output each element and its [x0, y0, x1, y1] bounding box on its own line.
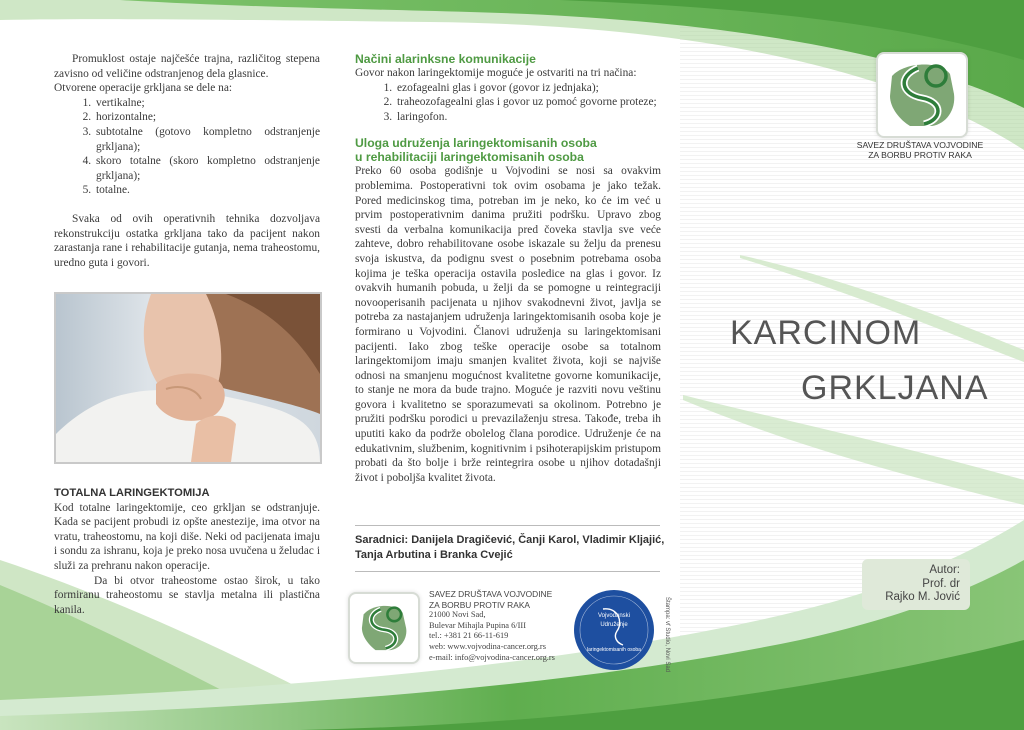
badge-top-text: Vojvođanski: [597, 613, 631, 619]
badge-bottom-text: laringektomisanih osoba: [587, 647, 641, 653]
list-item: 4. skoro totalne (skoro kompletno odstranjenje grkljana);: [94, 154, 320, 183]
author-label: Autor:: [929, 564, 960, 576]
logo-caption-line1: SAVEZ DRUŠTAVA VOJVODINE: [856, 140, 984, 150]
society-logo: [876, 52, 968, 138]
contact-tel: tel.: +381 21 66-11-619: [429, 631, 509, 641]
types-intro: Otvorene operacije grkljana se dele na:: [54, 82, 233, 95]
list-item: 3. laringofon.: [395, 110, 661, 125]
communication-heading: Načini alarinksne komunikacije: [355, 52, 536, 66]
association-heading-line1: Uloga udruženja laringektomisanih osoba: [355, 136, 597, 151]
list-item: 2. traheozofagealni glas i govor uz pomoć govorne proteze;: [395, 95, 661, 110]
divider: [355, 525, 660, 526]
society-logo-small: [348, 592, 420, 664]
author-box: [862, 559, 970, 610]
association-heading-line2: u rehabilitaciji laringektomisanih osoba: [355, 150, 584, 165]
list-item: 3. subtotalne (gotovo kompletno odstranjenje grkljana);: [94, 125, 320, 154]
author-name: Rajko M. Jović: [885, 591, 960, 603]
contact-org-line1: SAVEZ DRUŠTAVA VOJVODINE: [429, 589, 553, 599]
middle-column: [355, 52, 661, 485]
badge-mid-text: Udruženje: [600, 622, 628, 628]
communication-ways-list: [355, 81, 661, 125]
communication-intro: Govor nakon laringektomije moguće je ostvariti na tri načina:: [355, 67, 637, 79]
contact-email[interactable]: e-mail: info@vojvodina-cancer.org.rs: [429, 652, 555, 662]
list-item: 5. totalne.: [94, 183, 320, 198]
intro-paragraph: Promuklost ostaje najčešće trajna, različitog stepena zavisno od veličine odstranjenog dela glasnice.: [54, 53, 320, 80]
association-badge: [573, 589, 655, 671]
title-line2: GRKLJANA: [801, 369, 989, 407]
society-emblem-icon: [350, 594, 418, 662]
contact-web[interactable]: web: www.vojvodina-cancer.org.rs: [429, 641, 546, 651]
association-body: Preko 60 osoba godišnje u Vojvodini se nosi sa ovakvim problemima. Postoperativni tok ovim osobama je jako težak. Pored medicinskog tima, potreban im je neko, ko će im već u prvim postoperativnim danima pružiti podršku. Upravo zbog svesti da verbalna komunikacija pred čoveka stavlja sve veće zahteve, dobro rehabilitovane osobe iskazale su želju da prenesu svoja iskustva, da podignu svest o posebnim potrebama osoba kojima je teška operacija ostavila posledice na glas i govor. Iz ovakvih humanih pobuda, u želji da se pomogne u reintegraciji novooperisanih pacijenata u njihov svakodnevni život, javlja se potreba za nastajanjem udruženja laringektomisanih osoba koje je formirano u Vojvodini. Članovi udruženja su laringektomisani pacijenti. Iako zbog teške operacije osobe sa totalnom laringektomijom imaju smanjen kvalitet života, koji se najviše odnosi na smanjenu mogućnost kvalitetne govorne komunikacije, to stanje ne mora da bude trajno. Moguće je razviti novu veštinu govora i kvalitetno se sporazumevati sa okolinom. Potrebno je pružiti podršku porodici u prevazilaženju stresa. Takođe, treba ih uputiti kako da podrže obolelog člana porodice. Udruženje će na edukativnim, službenim, kognitivnim i psihoterapijskim pristupom probati da što bolje i brže reintegrira osobe u njihov dotadašnji život i poboljša kvalitet života.: [355, 165, 661, 484]
contributors-line1: Saradnici: Danijela Dragičević, Čanji Karol, Vladimir Kljajić,: [355, 534, 665, 546]
contact-info: [429, 589, 589, 663]
throat-photo: [54, 292, 322, 464]
author-title: Prof. dr: [922, 577, 960, 590]
title-line1: KARCINOM: [730, 314, 922, 352]
reconstruction-paragraph: Svaka od ovih operativnih tehnika dozvoljava rekonstrukciju ostatka grkljana tako da pacijent nakon zarastanja rane i rehabilitacije gutanja, nema traheostomu, uredno guta i govori.: [54, 212, 320, 269]
society-emblem-icon: [878, 54, 966, 136]
totalna-paragraph: Kod totalne laringektomije, ceo grkljan se odstranjuje. Kada se pacijent probudi iz opšte anestezije, ima otvor na vratu, traheostomu, na koji diše. Neki od pacijenata imaju i sondu za ishranu, koja je preko nosa uvučena u želudac i služi za prehranu nakon operacije.: [54, 501, 320, 572]
list-item: 2. horizontalne;: [94, 110, 320, 125]
contact-org-line2: ZA BORBU PROTIV RAKA: [429, 599, 530, 610]
operation-types-list: [54, 96, 320, 198]
left-column: [54, 52, 320, 270]
totalna-heading: TOTALNA LARINGEKTOMIJA: [54, 487, 210, 499]
list-item: 1. vertikalne;: [94, 96, 320, 111]
print-note: Štampa: vf Studio, Novi Sad: [664, 597, 670, 673]
contact-street: Bulevar Mihajla Pupina 6/III: [429, 620, 526, 630]
total-laryngectomy-section: [54, 486, 320, 617]
logo-caption-line2: ZA BORBU PROTIV RAKA: [868, 150, 972, 161]
contact-city: 21000 Novi Sad,: [429, 610, 486, 620]
totalna-paragraph-2: Da bi otvor traheostome ostao širok, u tako formiranu traheostomu se stavlja metalna ili plastična kanila.: [54, 574, 320, 616]
logo-caption: [832, 140, 1008, 161]
contributors: [355, 533, 665, 562]
divider: [355, 571, 660, 572]
list-item: 1. ezofagealni glas i govor (govor iz jednjaka);: [395, 81, 661, 96]
contributors-line2: Tanja Arbutina i Branka Cvejić: [355, 548, 513, 561]
